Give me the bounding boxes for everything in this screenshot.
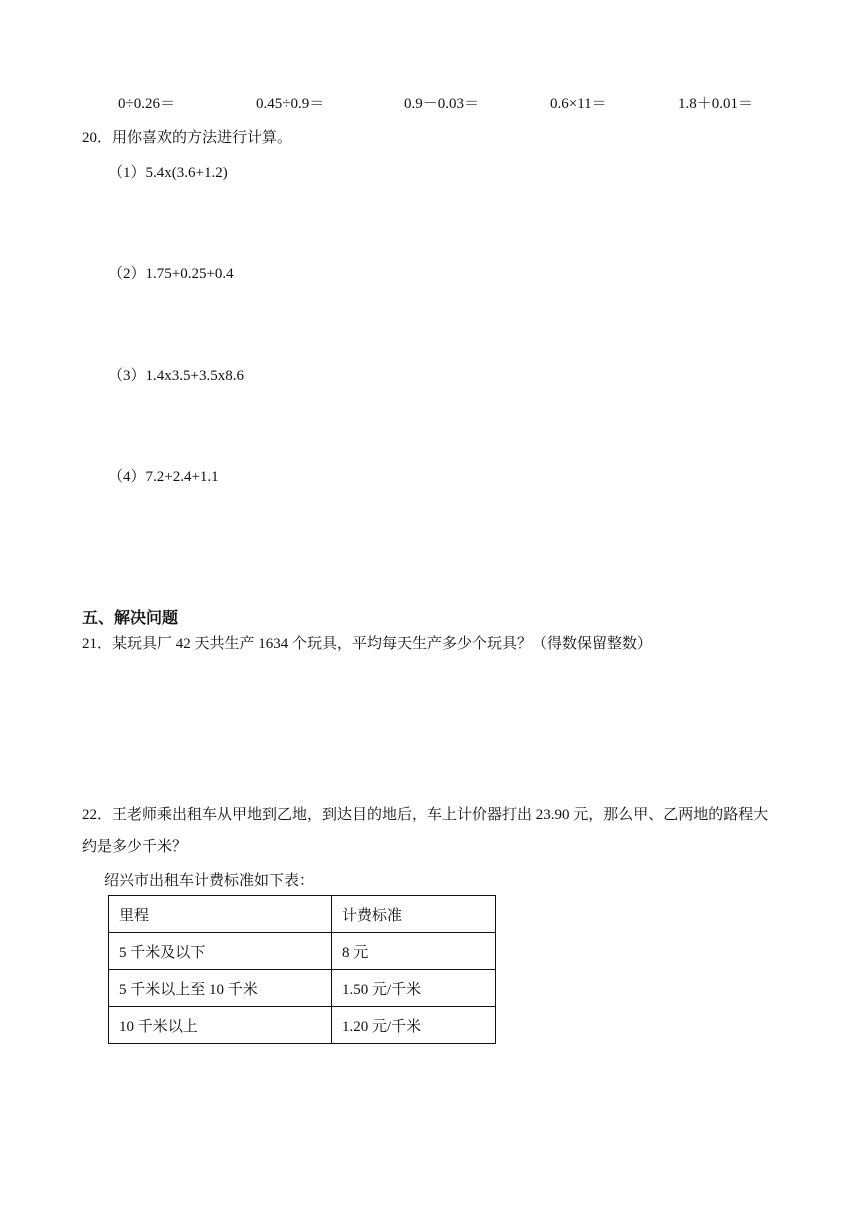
table-cell: 8 元 (332, 933, 496, 970)
q20-item: （3）1.4x3.5+3.5x8.6 (108, 368, 244, 384)
table-header-row (109, 896, 496, 933)
q20-item: （4）7.2+2.4+1.1 (108, 469, 219, 485)
q19-expression: 0.6×11＝ (550, 96, 607, 112)
q20-item: （1）5.4x(3.6+1.2) (108, 165, 228, 181)
section-heading: 五、解决问题 (82, 608, 179, 627)
q22-text-line2: 约是多少千米？ (82, 839, 188, 855)
q22-table-intro: 绍兴市出租车计费标准如下表： (104, 873, 315, 889)
table-cell: 10 千米以上 (109, 1007, 332, 1044)
q20-title: 20．用你喜欢的方法进行计算。 (82, 130, 293, 146)
table-row (109, 933, 496, 970)
taxi-fare-table (108, 895, 496, 1044)
q19-expression: 0.9－0.03＝ (404, 96, 480, 112)
q19-expression: 0.45÷0.9＝ (256, 96, 325, 112)
table-cell: 1.50 元/千米 (332, 970, 496, 1007)
table-row (109, 1007, 496, 1044)
table-row (109, 970, 496, 1007)
q22-text-line1: 22．王老师乘出租车从甲地到乙地，到达目的地后，车上计价器打出 23.90 元，那么甲、乙两地的路程大 (82, 807, 769, 823)
q19-expression: 1.8＋0.01＝ (678, 96, 754, 112)
table-cell: 5 千米以上至 10 千米 (109, 970, 332, 1007)
table-header-cell: 里程 (109, 896, 332, 933)
q21-text: 21．某玩具厂 42 天共生产 1634 个玩具，平均每天生产多少个玩具？（得数保留整数） (82, 636, 653, 652)
q19-expression: 0÷0.26＝ (118, 96, 175, 112)
table-cell: 1.20 元/千米 (332, 1007, 496, 1044)
table-header-cell: 计费标准 (332, 896, 496, 933)
q20-item: （2）1.75+0.25+0.4 (108, 266, 234, 282)
table-cell: 5 千米及以下 (109, 933, 332, 970)
